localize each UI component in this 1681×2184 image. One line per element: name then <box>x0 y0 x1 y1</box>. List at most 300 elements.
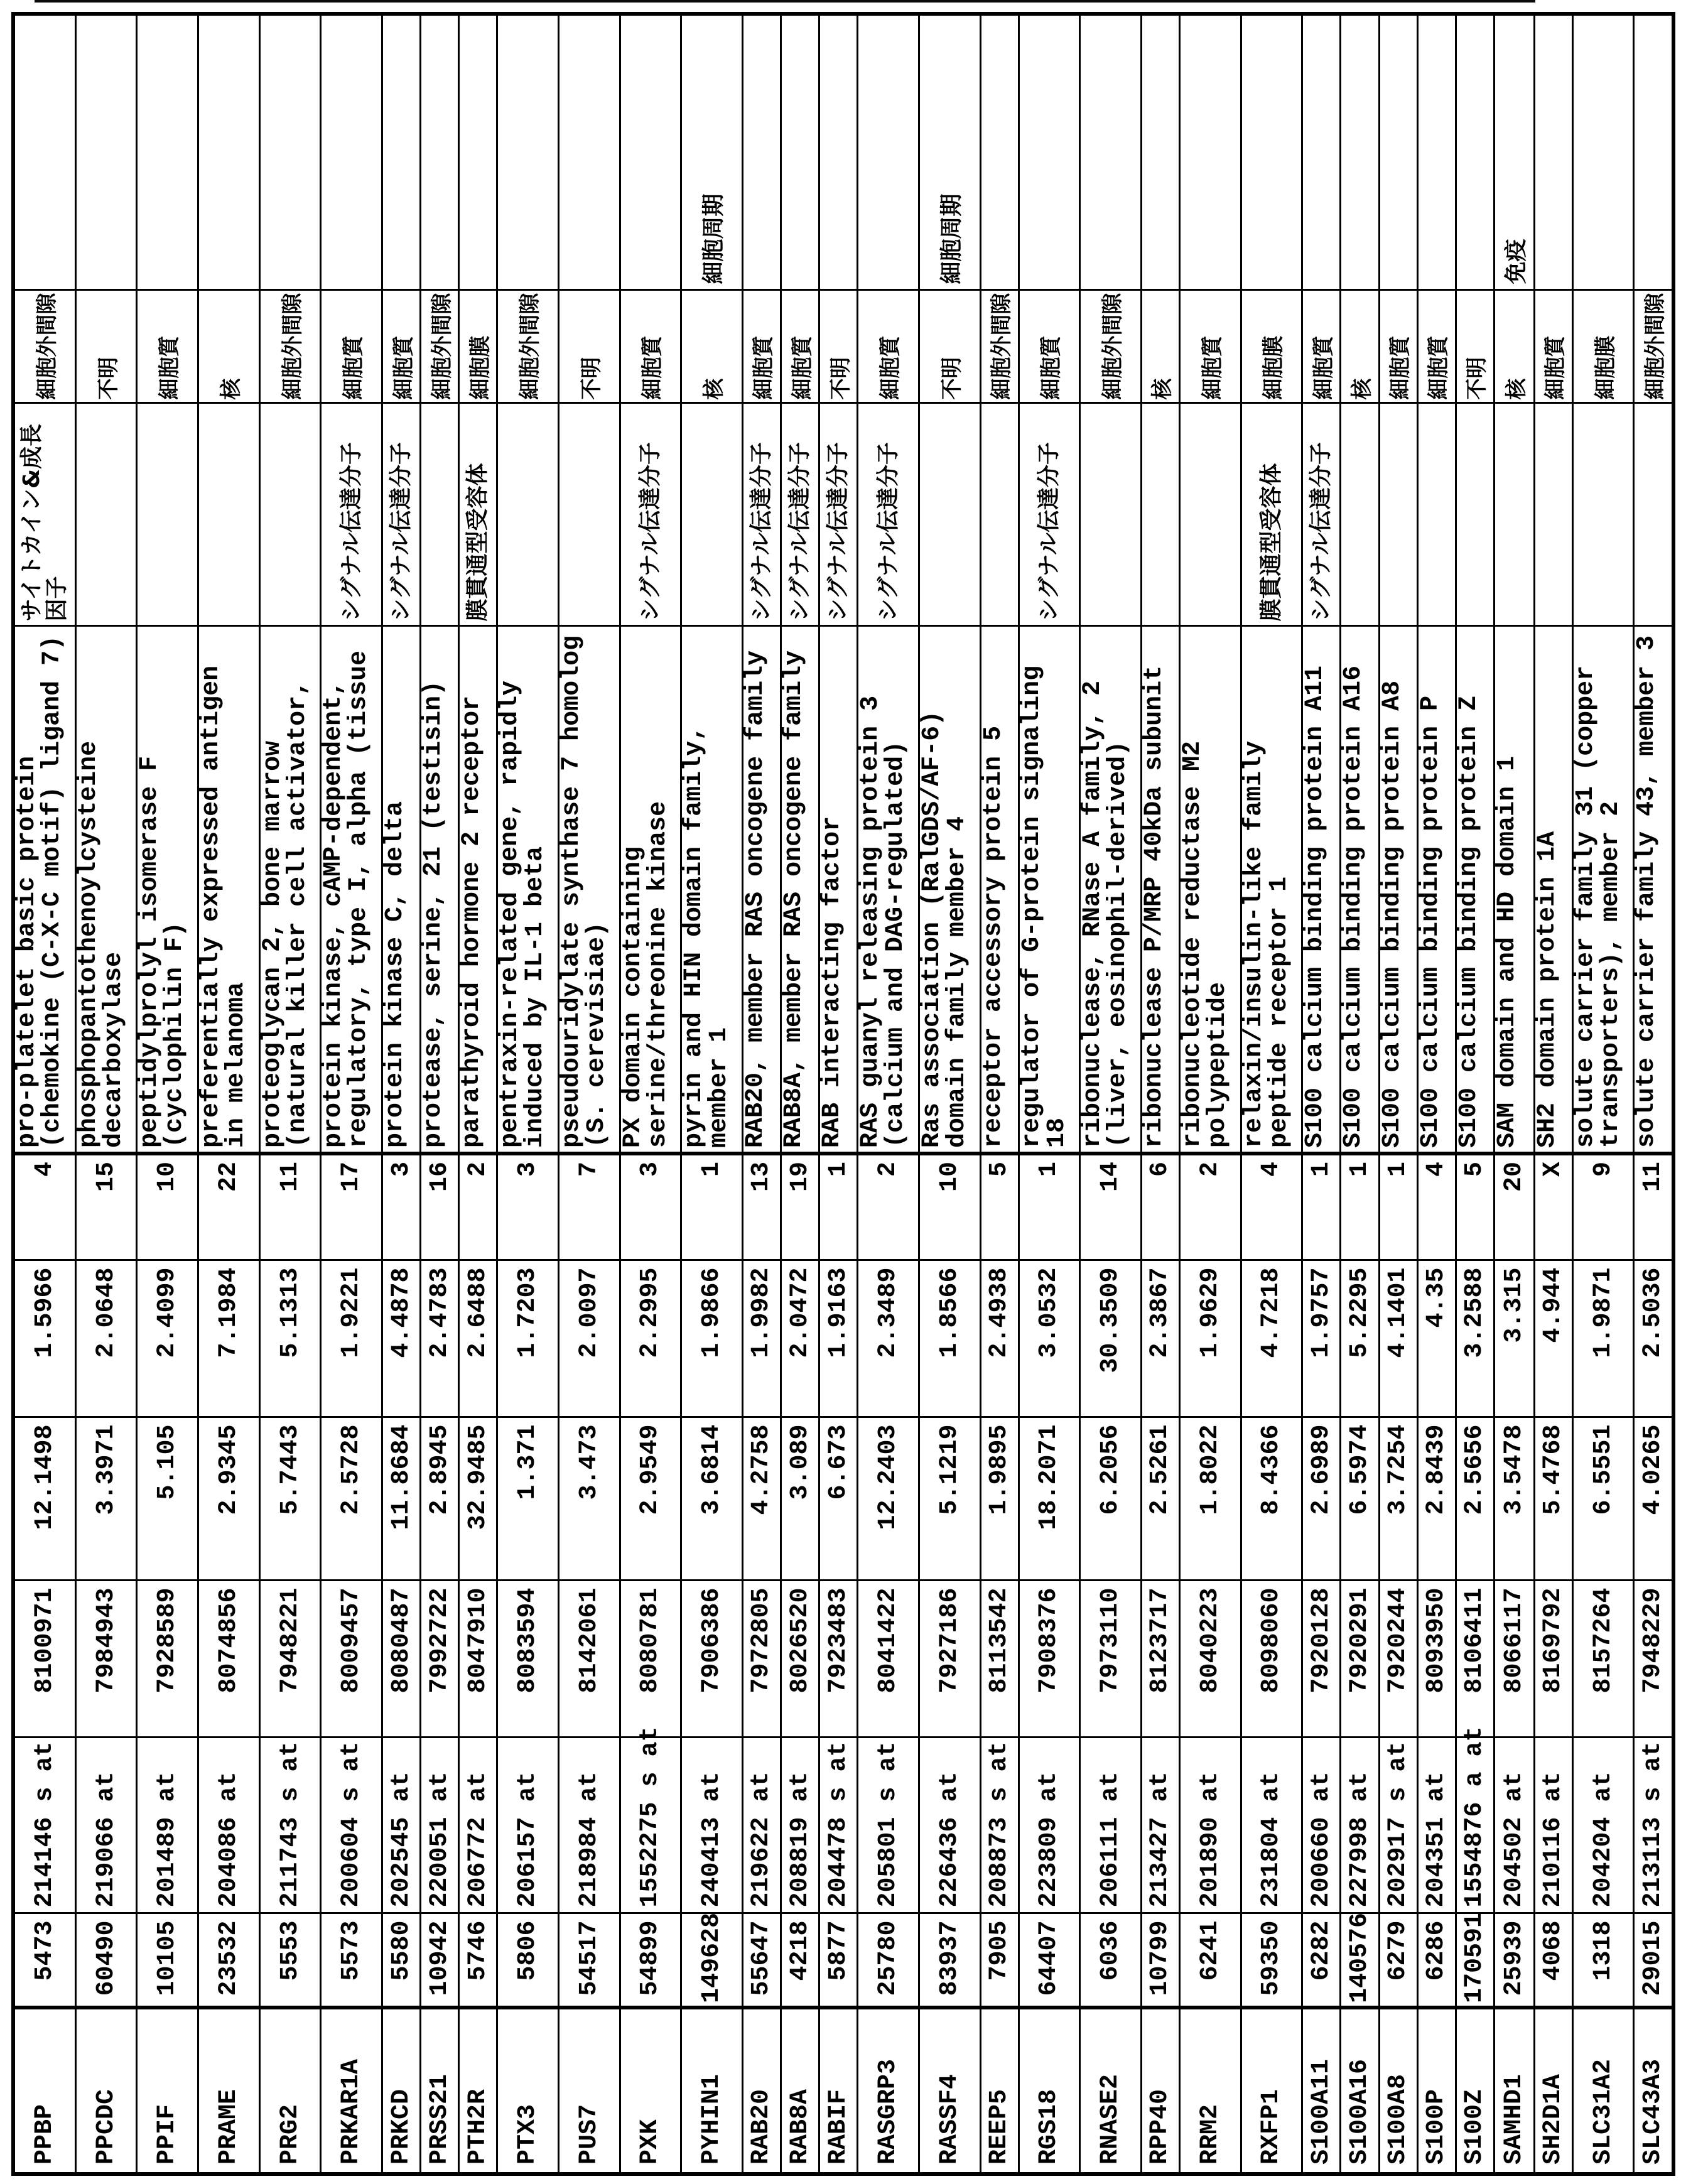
gene-symbol-cell: RRM2 <box>1180 2008 1241 2174</box>
fold-change-1-cell: 2.5728 <box>321 1417 382 1581</box>
array-id-cell: 7920244 <box>1379 1581 1417 1738</box>
table-row <box>1495 14 1535 2174</box>
gene-expression-table <box>11 12 1675 2176</box>
array-id-cell: 7948221 <box>259 1581 321 1738</box>
probe-set-id-cell: 240413 at <box>681 1738 743 1913</box>
entrez-id-cell: 5746 <box>459 1913 497 2008</box>
description-cell <box>1634 626 1673 1154</box>
fold-change-1-cell: 2.8439 <box>1417 1417 1456 1581</box>
localization-cell: 核 <box>1495 290 1535 403</box>
function-cell <box>1417 14 1456 290</box>
localization-cell: 核 <box>1341 290 1379 403</box>
description-line: domain family member 4 <box>943 816 971 1148</box>
entrez-id-cell: 7905 <box>980 1913 1019 2008</box>
gene-symbol-cell: S100A16 <box>1341 2008 1379 2174</box>
category-cell <box>1180 403 1241 626</box>
description-line: protein kinase, cAMP-dependent, <box>320 680 349 1148</box>
array-id-cell: 7923483 <box>819 1581 858 1738</box>
chromosome-cell: 13 <box>742 1154 781 1260</box>
probe-set-id-cell: 204502 at <box>1495 1738 1535 1913</box>
fold-change-2-cell: 1.9866 <box>681 1260 743 1417</box>
localization-cell: 細胞質 <box>1019 290 1080 403</box>
gene-symbol-cell: PTH2R <box>459 2008 497 2174</box>
description-line: peptide receptor 1 <box>1265 876 1294 1148</box>
chromosome-cell: 17 <box>321 1154 382 1260</box>
probe-set-id-cell: 206772 at <box>459 1738 497 1913</box>
fold-change-2-cell: 1.5966 <box>13 1260 75 1417</box>
description-cell <box>1019 626 1080 1154</box>
gene-symbol-cell: S100A8 <box>1379 2008 1417 2174</box>
description-line: SH2 domain protein 1A <box>1533 831 1562 1148</box>
chromosome-cell: 1 <box>681 1154 743 1260</box>
description-cell <box>1456 626 1494 1154</box>
entrez-id-cell: 55647 <box>742 1913 781 2008</box>
chromosome-cell: 2 <box>858 1154 919 1260</box>
function-cell <box>980 14 1019 290</box>
entrez-id-cell: 23532 <box>198 1913 260 2008</box>
function-cell <box>13 14 75 290</box>
probe-set-id-cell: 204086 at <box>198 1738 260 1913</box>
description-line: RAB8A, member RAS oncogene family <box>779 650 808 1148</box>
description-line: S100 calcium binding protein Z <box>1454 695 1483 1148</box>
fold-change-1-cell: 1.371 <box>497 1417 559 1581</box>
array-id-cell: 8041422 <box>858 1581 919 1738</box>
array-id-cell: 8100971 <box>13 1581 75 1738</box>
description-cell <box>980 626 1019 1154</box>
gene-symbol-cell: RGS18 <box>1019 2008 1080 2174</box>
entrez-id-cell: 5573 <box>321 1913 382 2008</box>
array-id-cell: 8080487 <box>382 1581 420 1738</box>
category-cell <box>198 403 260 626</box>
array-id-cell: 7928589 <box>137 1581 198 1738</box>
entrez-id-cell: 29015 <box>1634 1913 1673 2008</box>
fold-change-1-cell: 2.5656 <box>1456 1417 1494 1581</box>
category-cell: 膜貫通型受容体 <box>1241 403 1302 626</box>
category-cell: シグナル伝達分子 <box>620 403 681 626</box>
table-row <box>75 14 137 2174</box>
table-row <box>919 14 980 2174</box>
category-cell <box>259 403 321 626</box>
localization-cell: 細胞質 <box>1302 290 1341 403</box>
fold-change-2-cell: 1.7203 <box>497 1260 559 1417</box>
description-line: transporters), member 2 <box>1596 801 1625 1148</box>
function-cell <box>1080 14 1142 290</box>
fold-change-1-cell: 8.4366 <box>1241 1417 1302 1581</box>
gene-symbol-cell: PXK <box>620 2008 681 2174</box>
fold-change-2-cell: 2.4783 <box>421 1260 459 1417</box>
table-row <box>1379 14 1417 2174</box>
localization-cell: 細胞質 <box>1379 290 1417 403</box>
function-cell <box>75 14 137 290</box>
localization-cell: 細胞質 <box>1534 290 1572 403</box>
entrez-id-cell: 25939 <box>1495 1913 1535 2008</box>
table-row <box>259 14 321 2174</box>
description-line: decarboxylase <box>99 951 128 1148</box>
fold-change-2-cell: 1.9221 <box>321 1260 382 1417</box>
gene-symbol-cell: PRAME <box>198 2008 260 2174</box>
description-line: ribonuclease, RNase A family, 2 <box>1079 680 1108 1148</box>
description-cell <box>1302 626 1341 1154</box>
fold-change-2-cell: 5.2295 <box>1341 1260 1379 1417</box>
localization-cell: 核 <box>198 290 260 403</box>
localization-cell: 細胞外間隙 <box>1634 290 1673 403</box>
localization-cell: 不明 <box>1456 290 1494 403</box>
chromosome-cell: 11 <box>1634 1154 1673 1260</box>
entrez-id-cell: 5553 <box>259 1913 321 2008</box>
probe-set-id-cell: 201890 at <box>1180 1738 1241 1913</box>
probe-set-id-cell: 200604 s at <box>321 1738 382 1913</box>
array-id-cell: 7920128 <box>1302 1581 1341 1738</box>
fold-change-2-cell: 1.9982 <box>742 1260 781 1417</box>
gene-symbol-cell: PYHIN1 <box>681 2008 743 2174</box>
array-id-cell: 8169792 <box>1534 1581 1572 1738</box>
fold-change-1-cell: 5.4768 <box>1534 1417 1572 1581</box>
category-cell <box>1341 403 1379 626</box>
array-id-cell: 8009457 <box>321 1581 382 1738</box>
function-cell <box>1302 14 1341 290</box>
table-row <box>858 14 919 2174</box>
gene-symbol-cell: S100Z <box>1456 2008 1494 2174</box>
fold-change-1-cell: 6.5974 <box>1341 1417 1379 1581</box>
description-line: (chemokine (C-X-C motif) ligand 7) <box>38 635 67 1148</box>
fold-change-2-cell: 2.0472 <box>781 1260 819 1417</box>
chromosome-cell: 4 <box>13 1154 75 1260</box>
table-row <box>198 14 260 2174</box>
probe-set-id-cell: 204478 s at <box>819 1738 858 1913</box>
description-line: S100 calcium binding protein P <box>1416 695 1445 1148</box>
gene-symbol-cell: PRKAR1A <box>321 2008 382 2174</box>
localization-cell: 細胞質 <box>382 290 420 403</box>
description-line: phosphopantothenoylcysteine <box>74 740 103 1148</box>
chromosome-cell: 22 <box>198 1154 260 1260</box>
probe-set-id-cell: 210116 at <box>1534 1738 1572 1913</box>
fold-change-2-cell: 4.35 <box>1417 1260 1456 1417</box>
entrez-id-cell: 170591 <box>1456 1913 1494 2008</box>
description-line: pyrin and HIN domain family, <box>680 725 709 1148</box>
fold-change-2-cell: 2.3867 <box>1141 1260 1179 1417</box>
chromosome-cell: 3 <box>620 1154 681 1260</box>
table-row <box>1456 14 1494 2174</box>
entrez-id-cell: 10799 <box>1141 1913 1179 2008</box>
description-cell <box>459 626 497 1154</box>
fold-change-1-cell: 5.105 <box>137 1417 198 1581</box>
table-row <box>421 14 459 2174</box>
localization-cell: 不明 <box>559 290 620 403</box>
fold-change-1-cell: 2.9345 <box>198 1417 260 1581</box>
fold-change-2-cell: 3.315 <box>1495 1260 1535 1417</box>
description-line: regulator of G-protein signaling <box>1017 665 1046 1148</box>
function-cell <box>1572 14 1634 290</box>
array-id-cell: 8098060 <box>1241 1581 1302 1738</box>
category-cell <box>137 403 198 626</box>
probe-set-id-cell: 202545 at <box>382 1738 420 1913</box>
category-cell <box>1456 403 1494 626</box>
function-cell <box>858 14 919 290</box>
fold-change-1-cell: 6.673 <box>819 1417 858 1581</box>
function-cell <box>620 14 681 290</box>
table-row <box>620 14 681 2174</box>
array-id-cell: 8047910 <box>459 1581 497 1738</box>
category-cell: シグナル伝達分子 <box>321 403 382 626</box>
function-cell <box>198 14 260 290</box>
fold-change-2-cell: 5.1313 <box>259 1260 321 1417</box>
gene-symbol-cell: PRG2 <box>259 2008 321 2174</box>
description-cell <box>1417 626 1456 1154</box>
category-cell <box>980 403 1019 626</box>
description-cell <box>198 626 260 1154</box>
chromosome-cell: 5 <box>980 1154 1019 1260</box>
category-cell: サイトカイン&成長因子 <box>13 403 75 626</box>
description-cell <box>321 626 382 1154</box>
category-cell <box>559 403 620 626</box>
description-line: receptor accessory protein 5 <box>979 725 1008 1148</box>
array-id-cell: 7920291 <box>1341 1581 1379 1738</box>
description-cell <box>421 626 459 1154</box>
fold-change-1-cell: 4.2758 <box>742 1417 781 1581</box>
localization-cell: 細胞外間隙 <box>421 290 459 403</box>
probe-set-id-cell: 206157 at <box>497 1738 559 1913</box>
gene-symbol-cell: PRSS21 <box>421 2008 459 2174</box>
probe-set-id-cell: 202917 s at <box>1379 1738 1417 1913</box>
fold-change-1-cell: 1.9895 <box>980 1417 1019 1581</box>
fold-change-1-cell: 32.9485 <box>459 1417 497 1581</box>
description-line: proteoglycan 2, bone marrow <box>258 740 287 1148</box>
description-line: regulatory, type I, alpha (tissue <box>345 650 374 1148</box>
fold-change-1-cell: 2.8945 <box>421 1417 459 1581</box>
table-row <box>742 14 781 2174</box>
chromosome-cell: 14 <box>1080 1154 1142 1260</box>
chromosome-cell: 11 <box>259 1154 321 1260</box>
gene-symbol-cell: PUS7 <box>559 2008 620 2174</box>
array-id-cell: 8123717 <box>1141 1581 1179 1738</box>
entrez-id-cell: 140576 <box>1341 1913 1379 2008</box>
array-id-cell: 7992722 <box>421 1581 459 1738</box>
localization-cell: 核 <box>681 290 743 403</box>
entrez-id-cell: 5473 <box>13 1913 75 2008</box>
gene-symbol-cell: PPCDC <box>75 2008 137 2174</box>
fold-change-2-cell: 4.4878 <box>382 1260 420 1417</box>
fold-change-1-cell: 5.7443 <box>259 1417 321 1581</box>
chromosome-cell: 15 <box>75 1154 137 1260</box>
chromosome-cell: 5 <box>1456 1154 1494 1260</box>
array-id-cell: 7927186 <box>919 1581 980 1738</box>
entrez-id-cell: 6279 <box>1379 1913 1417 2008</box>
category-cell <box>1572 403 1634 626</box>
description-line: induced by IL-1 beta <box>521 846 550 1148</box>
gene-symbol-cell: PRKCD <box>382 2008 420 2174</box>
description-line: ribonucleotide reductase M2 <box>1179 740 1208 1148</box>
entrez-id-cell: 5877 <box>819 1913 858 2008</box>
gene-symbol-cell: PPBP <box>13 2008 75 2174</box>
chromosome-cell: 4 <box>1241 1154 1302 1260</box>
fold-change-1-cell: 5.1219 <box>919 1417 980 1581</box>
gene-symbol-cell: SH2D1A <box>1534 2008 1572 2174</box>
localization-cell: 細胞外間隙 <box>1080 290 1142 403</box>
entrez-id-cell: 6036 <box>1080 1913 1142 2008</box>
function-cell <box>819 14 858 290</box>
fold-change-2-cell: 2.4099 <box>137 1260 198 1417</box>
probe-set-id-cell: 204204 at <box>1572 1738 1634 1913</box>
fold-change-1-cell: 2.6989 <box>1302 1417 1341 1581</box>
rotated-table-container <box>11 16 1675 2176</box>
category-cell <box>681 403 743 626</box>
description-cell <box>742 626 781 1154</box>
description-line: RAB20, member RAS oncogene family <box>741 650 770 1148</box>
table-row <box>1080 14 1142 2174</box>
array-id-cell: 8026520 <box>781 1581 819 1738</box>
category-cell <box>919 403 980 626</box>
table-row <box>382 14 420 2174</box>
gene-symbol-cell: S100A11 <box>1302 2008 1341 2174</box>
description-line: (liver, eosinophil-derived) <box>1104 740 1133 1148</box>
function-cell <box>1341 14 1379 290</box>
category-cell <box>1534 403 1572 626</box>
localization-cell: 細胞外間隙 <box>13 290 75 403</box>
entrez-id-cell: 6241 <box>1180 1913 1241 2008</box>
entrez-id-cell: 6286 <box>1417 1913 1456 2008</box>
description-line: (cyclophilin F) <box>161 921 190 1148</box>
localization-cell: 細胞質 <box>742 290 781 403</box>
fold-change-2-cell: 4.7218 <box>1241 1260 1302 1417</box>
gene-symbol-cell: RAB20 <box>742 2008 781 2174</box>
description-line: solute carrier family 43, member 3 <box>1633 635 1662 1148</box>
chromosome-cell: 1 <box>1302 1154 1341 1260</box>
entrez-id-cell: 5806 <box>497 1913 559 2008</box>
description-line: 18 <box>1042 1117 1071 1148</box>
entrez-id-cell: 25780 <box>858 1913 919 2008</box>
category-cell <box>1379 403 1417 626</box>
array-id-cell: 7948229 <box>1634 1581 1673 1738</box>
entrez-id-cell: 83937 <box>919 1913 980 2008</box>
chromosome-cell: 16 <box>421 1154 459 1260</box>
probe-set-id-cell: 1554876 a at <box>1456 1738 1494 1913</box>
description-line: solute carrier family 31 (copper <box>1571 665 1600 1148</box>
fold-change-2-cell: 2.6488 <box>459 1260 497 1417</box>
probe-set-id-cell: 206111 at <box>1080 1738 1142 1913</box>
fold-change-1-cell: 1.8022 <box>1180 1417 1241 1581</box>
description-cell <box>1379 626 1417 1154</box>
fold-change-2-cell: 1.8566 <box>919 1260 980 1417</box>
array-id-cell: 8066117 <box>1495 1581 1535 1738</box>
chromosome-cell: 1 <box>1019 1154 1080 1260</box>
entrez-id-cell: 64407 <box>1019 1913 1080 2008</box>
fold-change-2-cell: 1.9629 <box>1180 1260 1241 1417</box>
category-cell: シグナル伝達分子 <box>819 403 858 626</box>
chromosome-cell: 3 <box>382 1154 420 1260</box>
fold-change-2-cell: 3.2588 <box>1456 1260 1494 1417</box>
fold-change-2-cell: 1.9163 <box>819 1260 858 1417</box>
fold-change-2-cell: 3.0532 <box>1019 1260 1080 1417</box>
description-line: (calcium and DAG-regulated) <box>882 740 911 1148</box>
description-line: S100 calcium binding protein A8 <box>1378 680 1407 1148</box>
description-cell <box>75 626 137 1154</box>
table-row <box>681 14 743 2174</box>
array-id-cell: 7984943 <box>75 1581 137 1738</box>
category-cell <box>1080 403 1142 626</box>
fold-change-2-cell: 2.0648 <box>75 1260 137 1417</box>
description-line: pseudouridylate synthase 7 homolog <box>558 635 586 1148</box>
entrez-id-cell: 6282 <box>1302 1913 1341 2008</box>
gene-symbol-cell: PTX3 <box>497 2008 559 2174</box>
entrez-id-cell: 10105 <box>137 1913 198 2008</box>
fold-change-1-cell: 2.5261 <box>1141 1417 1179 1581</box>
table-row <box>1019 14 1080 2174</box>
probe-set-id-cell: 220051 at <box>421 1738 459 1913</box>
description-line: (natural killer cell activator, <box>283 680 312 1148</box>
table-row <box>1241 14 1302 2174</box>
description-cell <box>781 626 819 1154</box>
fold-change-2-cell: 1.9757 <box>1302 1260 1341 1417</box>
array-id-cell: 8093950 <box>1417 1581 1456 1738</box>
table-row <box>497 14 559 2174</box>
localization-cell: 細胞膜 <box>459 290 497 403</box>
localization-cell: 細胞質 <box>858 290 919 403</box>
array-id-cell: 8113542 <box>980 1581 1019 1738</box>
probe-set-id-cell: 218984 at <box>559 1738 620 1913</box>
probe-set-id-cell: 201489 at <box>137 1738 198 1913</box>
gene-symbol-cell: RASSF4 <box>919 2008 980 2174</box>
array-id-cell: 8074856 <box>198 1581 260 1738</box>
function-cell <box>1241 14 1302 290</box>
fold-change-1-cell: 18.2071 <box>1019 1417 1080 1581</box>
description-cell <box>382 626 420 1154</box>
description-line: S100 calcium binding protein A11 <box>1301 665 1330 1148</box>
chromosome-cell: 10 <box>137 1154 198 1260</box>
description-line: pentraxin-related gene, rapidly <box>496 680 525 1148</box>
gene-symbol-cell: RABIF <box>819 2008 858 2174</box>
category-cell: シグナル伝達分子 <box>858 403 919 626</box>
localization-cell: 細胞質 <box>321 290 382 403</box>
function-cell <box>1456 14 1494 290</box>
probe-set-id-cell: 208819 at <box>781 1738 819 1913</box>
description-cell <box>819 626 858 1154</box>
description-line: (S. cerevisiae) <box>583 921 611 1148</box>
chromosome-cell: 6 <box>1141 1154 1179 1260</box>
fold-change-2-cell: 2.3489 <box>858 1260 919 1417</box>
chromosome-cell: 1 <box>1379 1154 1417 1260</box>
category-cell <box>75 403 137 626</box>
function-cell <box>1180 14 1241 290</box>
description-line: parathyroid hormone 2 receptor <box>458 695 487 1148</box>
probe-set-id-cell: 231804 at <box>1241 1738 1302 1913</box>
description-cell <box>620 626 681 1154</box>
description-line: protease, serine, 21 (testisin) <box>419 680 448 1148</box>
category-cell <box>1634 403 1673 626</box>
description-cell <box>1495 626 1535 1154</box>
description-line: polypeptide <box>1204 981 1233 1148</box>
localization-cell: 細胞膜 <box>1572 290 1634 403</box>
description-line: PX domain containing <box>619 846 647 1148</box>
chromosome-cell: 1 <box>819 1154 858 1260</box>
chromosome-cell: 10 <box>919 1154 980 1260</box>
gene-symbol-cell: REEP5 <box>980 2008 1019 2174</box>
chromosome-cell: 7 <box>559 1154 620 1260</box>
entrez-id-cell: 5580 <box>382 1913 420 2008</box>
localization-cell: 細胞外間隙 <box>497 290 559 403</box>
fold-change-2-cell: 1.9871 <box>1572 1260 1634 1417</box>
fold-change-1-cell: 2.9549 <box>620 1417 681 1581</box>
array-id-cell: 8080781 <box>620 1581 681 1738</box>
gene-symbol-cell: SAMHD1 <box>1495 2008 1535 2174</box>
probe-set-id-cell: 214146 s at <box>13 1738 75 1913</box>
gene-symbol-cell: RPP40 <box>1141 2008 1179 2174</box>
table-row <box>1534 14 1572 2174</box>
array-id-cell: 8083594 <box>497 1581 559 1738</box>
function-cell <box>742 14 781 290</box>
chromosome-cell: 19 <box>781 1154 819 1260</box>
description-cell <box>1534 626 1572 1154</box>
chromosome-cell: 4 <box>1417 1154 1456 1260</box>
